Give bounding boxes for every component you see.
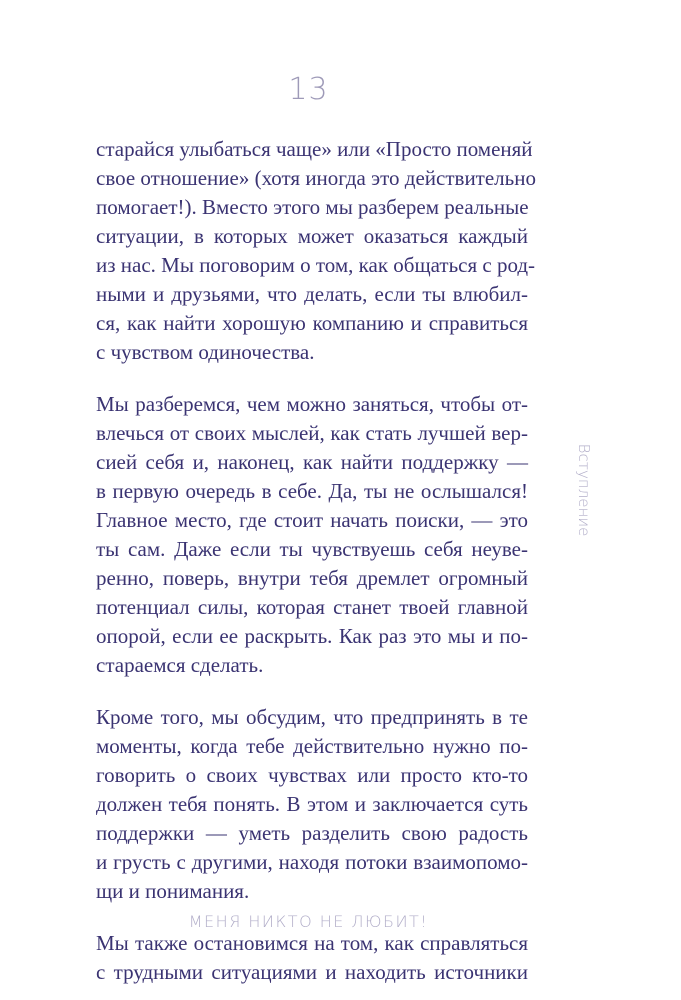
text-line: старайся улыбаться чаще» или «Просто поменяй — [96, 137, 533, 161]
text-line: стараемся сделать. — [96, 653, 264, 677]
paragraph-3 — [96, 703, 528, 906]
text-line: и грусть с другими, находя потоки взаимопомо- — [96, 850, 528, 874]
text-line: с чувством одиночества. — [96, 340, 315, 364]
body-text — [96, 135, 536, 1000]
text-line: должен тебя понять. В этом и заключается суть — [96, 792, 528, 816]
text-line: ся, как найти хорошую компанию и справиться — [96, 311, 528, 335]
text-line: ситуации, в которых может оказаться каждый — [96, 224, 528, 248]
paragraph-4 — [96, 929, 528, 987]
running-footer-book-title: МЕНЯ НИКТО НЕ ЛЮБИТ! — [188, 912, 429, 931]
text-line: из нас. Мы поговорим о том, как общаться с род- — [96, 253, 536, 277]
section-side-title-text: Вступление — [575, 443, 593, 537]
text-line: влечься от своих мыслей, как стать лучшей вер- — [96, 421, 528, 445]
text-line: ты сам. Даже если ты чувствуешь себя неуве- — [96, 537, 528, 561]
text-line: сией себя и, наконец, как найти поддержку — — [96, 450, 528, 474]
text-line: моменты, когда тебе действительно нужно по- — [96, 734, 528, 758]
text-line: в первую очередь в себе. Да, ты не ослышался! — [96, 479, 528, 503]
paragraph-1 — [96, 135, 536, 367]
page-number: 13 — [288, 72, 329, 107]
text-line: потенциал силы, которая станет твоей главной — [96, 595, 528, 619]
paragraph-2 — [96, 390, 528, 680]
text-line: Кроме того, мы обсудим, что предпринять в те — [96, 705, 528, 729]
text-line: свое отношение» (хотя иногда это действительно — [96, 166, 536, 190]
text-line: Главное место, где стоит начать поиски, — это — [96, 508, 528, 532]
text-line: поддержки — уметь разделить свою радость — [96, 821, 528, 845]
text-line: Мы разберемся, чем можно заняться, чтобы от- — [96, 392, 528, 416]
text-line: Мы также остановимся на том, как справляться — [96, 931, 528, 955]
text-line: с трудными ситуациями и находить источники — [96, 960, 528, 984]
text-line: ренно, поверь, внутри тебя дремлет огромный — [96, 566, 528, 590]
text-line: помогает!). Вместо этого мы разберем реальные — [96, 195, 529, 219]
text-line: говорить о своих чувствах или просто кто-то — [96, 763, 528, 787]
text-line: щи и понимания. — [96, 879, 250, 903]
text-line: опорой, если ее раскрыть. Как раз это мы и по- — [96, 624, 528, 648]
text-line: ными и друзьями, что делать, если ты влюбил- — [96, 282, 528, 306]
